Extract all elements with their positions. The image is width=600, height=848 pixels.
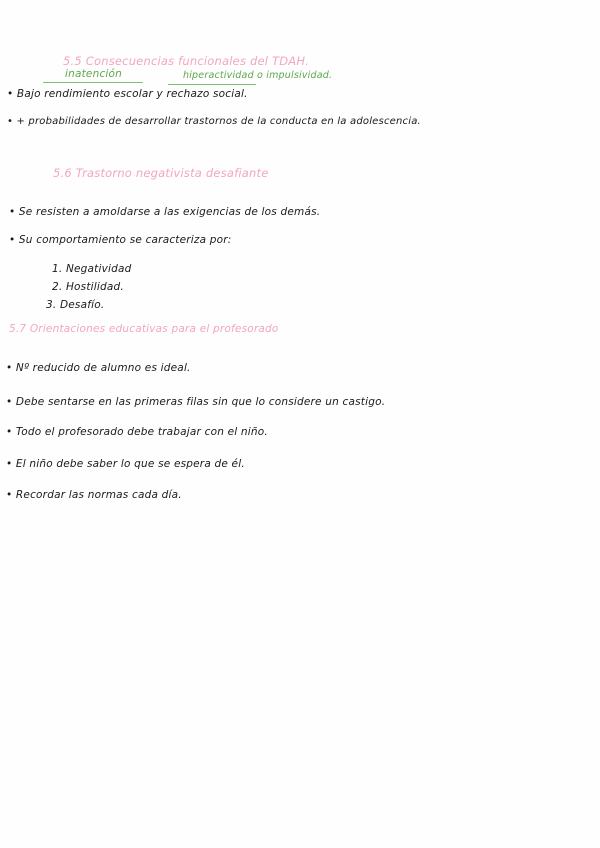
section-5-7-title: 5.7 Orientaciones educativas para el profesorado <box>9 323 279 335</box>
list-item: • Debe sentarse en las primeras filas sin que lo considere un castigo. <box>6 396 386 408</box>
list-item: • + probabilidades de desarrollar trastornos de la conducta en la adolescencia. <box>7 116 421 127</box>
list-item: • Bajo rendimiento escolar y rechazo social. <box>7 88 248 100</box>
section-5-5-title: 5.5 Consecuencias funcionales del TDAH. <box>63 54 310 68</box>
hiperactividad-label: hiperactividad o impulsividad. <box>183 70 333 81</box>
section-5-6-title: 5.6 Trastorno negativista desafiante <box>53 166 269 180</box>
list-item: • Nº reducido de alumno es ideal. <box>6 362 191 374</box>
list-item: • Recordar las normas cada día. <box>6 489 182 501</box>
list-item: • Su comportamiento se caracteriza por: <box>9 234 232 246</box>
list-item: • El niño debe saber lo que se espera de él. <box>6 458 245 470</box>
sublist-item: 3. Desafío. <box>46 299 105 311</box>
sublist-item: 2. Hostilidad. <box>52 281 124 293</box>
sublist-item: 1. Negatividad <box>52 263 132 275</box>
list-item: • Todo el profesorado debe trabajar con el niño. <box>6 426 268 438</box>
hiperactividad-underline <box>168 84 256 85</box>
inatencion-label: inatención <box>65 68 123 80</box>
list-item: • Se resisten a amoldarse a las exigencias de los demás. <box>9 206 321 218</box>
inatencion-underline <box>43 82 143 83</box>
